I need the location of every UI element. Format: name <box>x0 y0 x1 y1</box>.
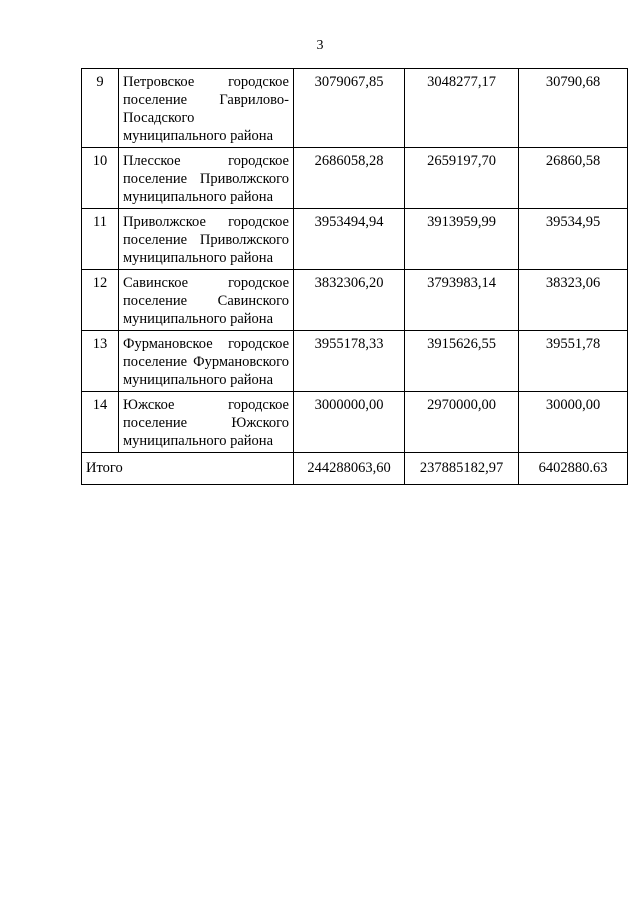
settlement-name: Плесское городское поселение Приволжского муниципального района <box>119 148 294 209</box>
amount-column-2: 3913959,99 <box>405 209 519 270</box>
amount-column-2: 2659197,70 <box>405 148 519 209</box>
settlement-name: Петровское городское поселение Гаврилово-Посадского муниципального района <box>119 69 294 148</box>
amount-column-1: 3955178,33 <box>294 331 405 392</box>
amount-column-3: 30790,68 <box>519 69 628 148</box>
amount-column-3: 38323,06 <box>519 270 628 331</box>
row-number: 13 <box>82 331 119 392</box>
settlement-name: Приволжское городское поселение Приволжского муниципального района <box>119 209 294 270</box>
amount-column-3: 39551,78 <box>519 331 628 392</box>
amount-column-2: 3793983,14 <box>405 270 519 331</box>
amount-column-2: 2970000,00 <box>405 392 519 453</box>
total-row <box>82 453 628 485</box>
row-number: 11 <box>82 209 119 270</box>
row-number: 10 <box>82 148 119 209</box>
settlement-name: Южское городское поселение Южского муниципального района <box>119 392 294 453</box>
table-row <box>82 270 628 331</box>
total-amount-1: 244288063,60 <box>294 453 405 485</box>
row-number: 9 <box>82 69 119 148</box>
settlement-name: Фурмановское городское поселение Фурмановского муниципального района <box>119 331 294 392</box>
settlement-name: Савинское городское поселение Савинского муниципального района <box>119 270 294 331</box>
amount-column-3: 30000,00 <box>519 392 628 453</box>
page-number: 3 <box>316 38 324 53</box>
amount-column-3: 26860,58 <box>519 148 628 209</box>
amount-column-1: 3079067,85 <box>294 69 405 148</box>
table-row <box>82 331 628 392</box>
amount-column-1: 2686058,28 <box>294 148 405 209</box>
row-number: 14 <box>82 392 119 453</box>
table-row <box>82 392 628 453</box>
budget-table <box>81 68 628 485</box>
amount-column-3: 39534,95 <box>519 209 628 270</box>
amount-column-1: 3953494,94 <box>294 209 405 270</box>
amount-column-1: 3000000,00 <box>294 392 405 453</box>
table-row <box>82 209 628 270</box>
amount-column-2: 3915626,55 <box>405 331 519 392</box>
total-amount-3: 6402880.63 <box>519 453 628 485</box>
total-label: Итого <box>82 453 294 485</box>
table-row <box>82 69 628 148</box>
table-row <box>82 148 628 209</box>
row-number: 12 <box>82 270 119 331</box>
amount-column-1: 3832306,20 <box>294 270 405 331</box>
total-amount-2: 237885182,97 <box>405 453 519 485</box>
amount-column-2: 3048277,17 <box>405 69 519 148</box>
